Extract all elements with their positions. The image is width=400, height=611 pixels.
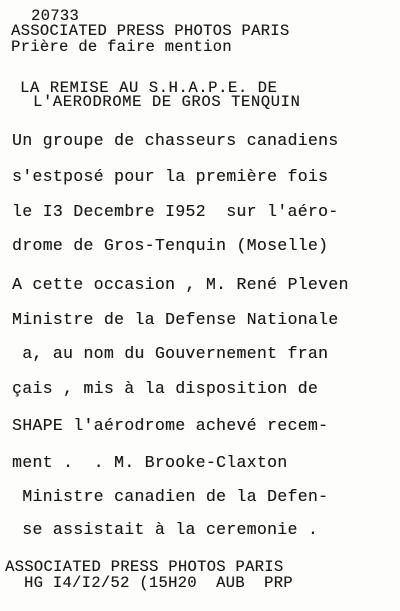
- body-line-1: Un groupe de chasseurs canadiens: [12, 131, 339, 150]
- body-line-7: a, au nom du Gouvernement fran: [12, 344, 329, 363]
- title-line-1: LA REMISE AU S.H.A.P.E. DE: [20, 79, 278, 97]
- body-line-9: SHAPE l'aérodrome achevé recem-: [12, 416, 329, 435]
- reference-number: 20733: [31, 7, 80, 25]
- footer-code-line: HG I4/I2/52 (15H20 AUB PRP: [24, 574, 293, 592]
- body-line-2: s'estposé pour la première fois: [12, 167, 329, 186]
- body-line-10: ment . . M. Brooke-Claxton: [12, 453, 288, 472]
- body-line-8: çais , mis à la disposition de: [12, 379, 319, 398]
- agency-header: ASSOCIATED PRESS PHOTOS PARIS: [11, 22, 290, 40]
- body-line-6: Ministre de la Defense Nationale: [12, 310, 339, 329]
- credit-request: Prière de faire mention: [11, 38, 232, 56]
- body-line-5: A cette occasion , M. René Pleven: [12, 275, 349, 294]
- body-line-3: le I3 Decembre I952 sur l'aéro-: [12, 202, 339, 221]
- body-line-4: drome de Gros-Tenquin (Moselle): [12, 236, 329, 255]
- body-line-12: se assistait à la ceremonie .: [12, 520, 319, 539]
- title-line-2: L'AERODROME DE GROS TENQUIN: [33, 93, 301, 111]
- body-line-11: Ministre canadien de la Defen-: [12, 487, 329, 506]
- footer-agency: ASSOCIATED PRESS PHOTOS PARIS: [5, 558, 284, 576]
